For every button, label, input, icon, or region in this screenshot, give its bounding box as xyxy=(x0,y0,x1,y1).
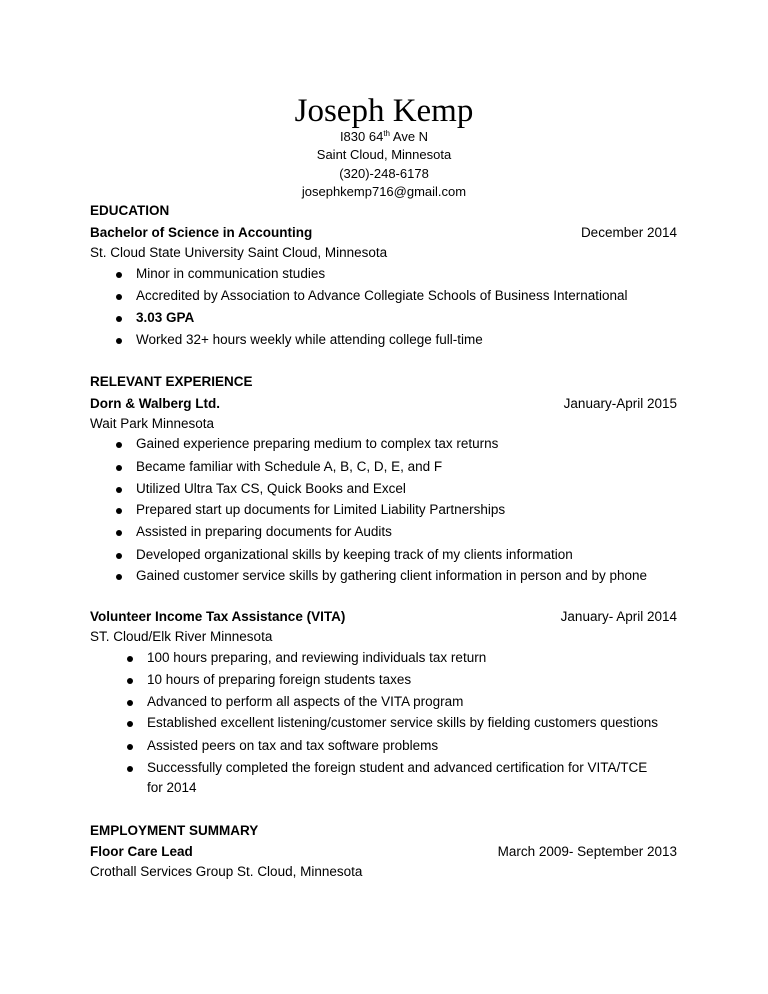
list-item: Gained customer service skills by gathering client information in person and by phone xyxy=(136,567,647,585)
address-superscript: th xyxy=(383,129,390,138)
experience-heading: RELEVANT EXPERIENCE xyxy=(90,374,253,389)
resume-name: Joseph Kemp xyxy=(294,93,474,129)
bullet-icon xyxy=(116,442,122,448)
list-item: Became familiar with Schedule A, B, C, D, E, and F xyxy=(136,458,442,476)
job-date: January- April 2014 xyxy=(560,609,677,624)
bullet-icon xyxy=(116,553,122,559)
bullet-icon xyxy=(116,574,122,580)
job-title: Volunteer Income Tax Assistance (VITA) xyxy=(90,609,346,624)
bullet-icon xyxy=(127,656,133,662)
list-item: Minor in communication studies xyxy=(136,265,325,283)
degree-date: December 2014 xyxy=(580,225,677,240)
address-street: Ave N xyxy=(389,129,429,144)
job-title: Dorn & Walberg Ltd. xyxy=(90,396,220,411)
list-item: Developed organizational skills by keeping track of my clients information xyxy=(136,546,573,564)
list-item: Assisted peers on tax and tax software problems xyxy=(147,737,438,755)
list-item: Established excellent listening/customer service skills by fielding customers questions xyxy=(147,714,658,732)
job-location: Crothall Services Group St. Cloud, Minnesota xyxy=(90,864,363,879)
list-item: Prepared start up documents for Limited Liability Partnerships xyxy=(136,501,505,519)
job-row-dorn xyxy=(90,395,677,413)
education-heading: EDUCATION xyxy=(90,203,170,218)
job-location: Wait Park Minnesota xyxy=(90,416,215,431)
email-line: josephkemp716@gmail.com xyxy=(301,184,467,199)
job-date: January-April 2015 xyxy=(563,396,677,411)
city-line: Saint Cloud, Minnesota xyxy=(316,147,452,162)
list-item: Assisted in preparing documents for Audits xyxy=(136,523,392,541)
list-item-continuation: for 2014 xyxy=(147,780,197,795)
bullet-icon xyxy=(116,294,122,300)
employment-heading: EMPLOYMENT SUMMARY xyxy=(90,823,259,838)
bullet-icon xyxy=(127,700,133,706)
bullet-icon xyxy=(116,508,122,514)
employment-row xyxy=(90,843,677,861)
list-item: Utilized Ultra Tax CS, Quick Books and Excel xyxy=(136,480,406,498)
list-item: Worked 32+ hours weekly while attending college full-time xyxy=(136,331,483,349)
list-item: Gained experience preparing medium to complex tax returns xyxy=(136,435,498,453)
list-item: 10 hours of preparing foreign students taxes xyxy=(147,671,411,689)
bullet-icon xyxy=(116,316,122,322)
list-item: Advanced to perform all aspects of the VITA program xyxy=(147,693,463,711)
bullet-icon xyxy=(116,272,122,278)
education-degree-row xyxy=(90,224,677,242)
bullet-icon xyxy=(127,744,133,750)
list-item: Accredited by Association to Advance Collegiate Schools of Business International xyxy=(136,287,628,305)
address-line xyxy=(0,128,768,146)
job-date: March 2009- September 2013 xyxy=(497,844,677,859)
bullet-icon xyxy=(127,721,133,727)
bullet-icon xyxy=(116,487,122,493)
phone-line: (320)-248-6178 xyxy=(339,166,429,181)
bullet-icon xyxy=(116,530,122,536)
address-number: I830 64 xyxy=(339,129,384,144)
bullet-icon xyxy=(127,678,133,684)
bullet-icon xyxy=(127,766,133,772)
job-title: Floor Care Lead xyxy=(90,844,193,859)
bullet-icon xyxy=(116,465,122,471)
job-location: ST. Cloud/Elk River Minnesota xyxy=(90,629,273,644)
bullet-icon xyxy=(116,338,122,344)
list-item: 100 hours preparing, and reviewing individuals tax return xyxy=(147,649,486,667)
list-item: Successfully completed the foreign student and advanced certification for VITA/TCE xyxy=(147,759,647,777)
degree-title: Bachelor of Science in Accounting xyxy=(90,225,313,240)
job-row-vita xyxy=(90,608,677,626)
school-line: St. Cloud State University Saint Cloud, Minnesota xyxy=(90,245,388,260)
list-item: 3.03 GPA xyxy=(136,309,194,327)
